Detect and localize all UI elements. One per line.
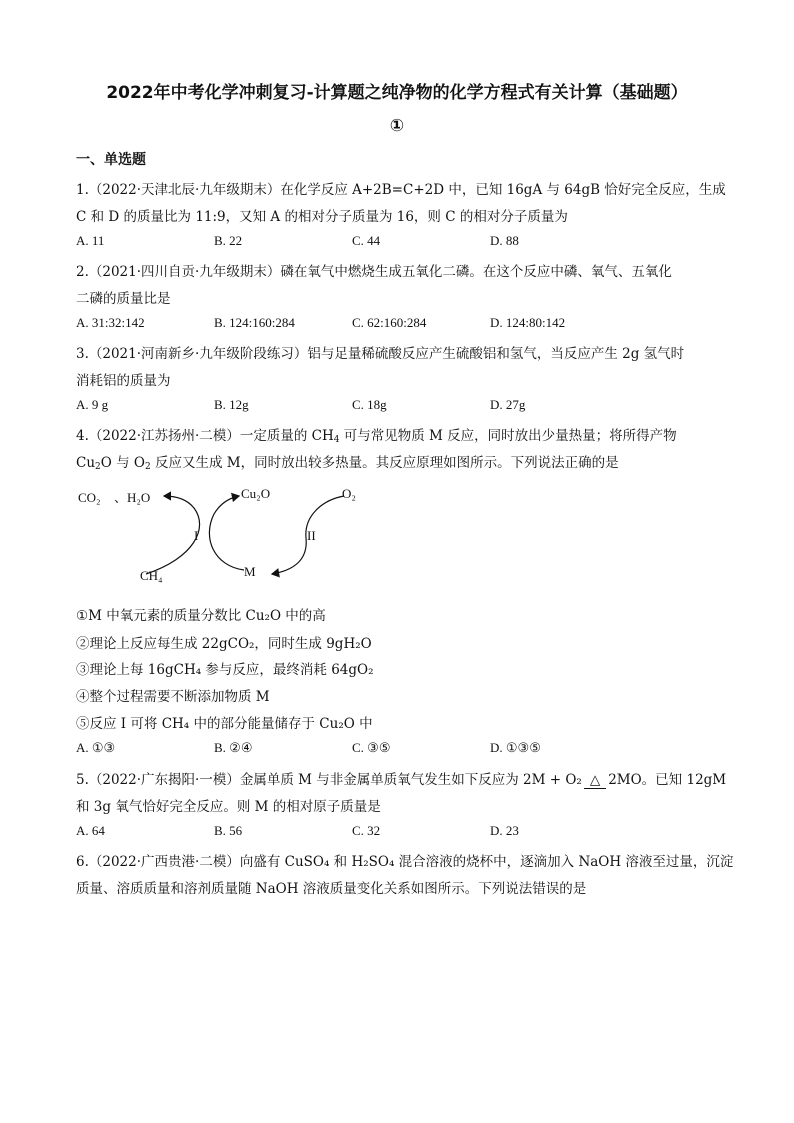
q1-option-d: D. 88 xyxy=(490,233,519,248)
page-title: 2022年中考化学冲刺复习-计算题之纯净物的化学方程式有关计算（基础题） xyxy=(106,83,688,103)
q1-option-a: A. 11 xyxy=(76,233,105,248)
q1-stem-line1: 1.（2022·天津北辰·九年级期末）在化学反应 A+2B=C+2D 中，已知 16gA 与 64gB 恰好完全反应，生成 xyxy=(76,182,726,198)
arrow-m-to-cu2o xyxy=(209,496,244,570)
q2-stem-line2: 二磷的质量比是 xyxy=(76,291,171,307)
q6-stem-line2: 质量、溶质质量和溶剂质量随 NaOH 溶液质量变化关系如图所示。下列说法错误的是 xyxy=(76,881,587,897)
q5-stem-line1 xyxy=(76,768,726,789)
q6-stem-line1: 6.（2022·广西贵港·二模）向盛有 CuSO₄ 和 H₂SO₄ 混合溶液的烧杯中，逐滴加入 NaOH 溶液至过量，沉淀 xyxy=(76,854,734,870)
reaction-cycle-diagram xyxy=(74,478,374,588)
q5-option-d: D. 23 xyxy=(490,823,519,838)
q3-option-c: C. 18g xyxy=(352,397,387,412)
label-co2: CO₂ xyxy=(78,490,101,505)
q4-stem-line2-sub1: 2 xyxy=(95,462,101,472)
q4-option-d: D. ①③⑤ xyxy=(490,740,541,755)
q4-stem-line1-a: 4.（2022·江苏扬州·二模）一定质量的 CH xyxy=(76,428,334,444)
q4-stem-line1-sub: 4 xyxy=(333,435,340,445)
label-reaction-i: I xyxy=(194,528,199,543)
q5-stem-line1-b: 2MO。已知 12gM xyxy=(608,772,727,788)
q2-option-d: D. 124:80:142 xyxy=(490,315,566,330)
q3-option-d: D. 27g xyxy=(490,397,526,412)
label-ch4: CH₄ xyxy=(140,568,163,583)
label-m: M xyxy=(244,564,256,579)
q4-statement-4: ④整个过程需要不断添加物质 M xyxy=(76,689,270,705)
q2-option-a: A. 31:32:142 xyxy=(76,315,145,330)
q5-option-a: A. 64 xyxy=(76,823,105,838)
q5-stem-line2: 和 3g 氧气恰好完全反应。则 M 的相对原子质量是 xyxy=(76,799,381,815)
q3-option-a: A. 9 g xyxy=(76,397,109,412)
q4-stem-line2 xyxy=(76,451,619,471)
q2-stem-line1: 2.（2021·四川自贡·九年级期末）磷在氧气中燃烧生成五氧化二磷。在这个反应中磷、氧气、五氧化 xyxy=(76,264,672,280)
q4-option-b: B. ②④ xyxy=(214,740,253,755)
q3-stem-line2: 消耗铝的质量为 xyxy=(76,373,171,389)
q3-stem-line1: 3.（2021·河南新乡·九年级阶段练习）铝与足量稀硫酸反应产生硫酸铝和氢气，当反应产生 2g 氢气时 xyxy=(76,346,685,362)
q4-stem-line2-a: Cu xyxy=(76,455,96,471)
q2-option-b: B. 124:160:284 xyxy=(214,315,295,330)
q4-option-c: C. ③⑤ xyxy=(352,740,391,755)
q3-option-b: B. 12g xyxy=(214,397,249,412)
label-reaction-ii: II xyxy=(307,528,316,543)
q1-option-c: C. 44 xyxy=(352,233,381,248)
label-cu2o: Cu₂O xyxy=(241,486,271,501)
q4-stem-line2-sub2: 2 xyxy=(144,462,151,472)
q4-stem-line2-c: O 与 O xyxy=(100,455,145,471)
arrow-ch4-to-products xyxy=(146,496,200,574)
label-o2: O₂ xyxy=(342,486,356,501)
q2-option-c: C. 62:160:284 xyxy=(352,315,427,330)
q4-statement-2: ②理论上反应每生成 22gCO₂，同时生成 9gH₂O xyxy=(76,636,372,652)
q1-stem-line2: C 和 D 的质量比为 11:9，又知 A 的相对分子质量为 16，则 C 的相对分子质量为 xyxy=(76,209,568,225)
q4-statement-5: ⑤反应 I 可将 CH₄ 中的部分能量储存于 Cu₂O 中 xyxy=(76,716,373,732)
q5-option-c: C. 32 xyxy=(352,823,381,838)
q1-option-b: B. 22 xyxy=(214,233,243,248)
q4-stem-line2-e: 反应又生成 M，同时放出较多热量。其反应原理如图所示。下列说法正确的是 xyxy=(150,455,619,471)
label-h2o: 、H₂O xyxy=(114,490,151,505)
section-heading: 一、单选题 xyxy=(76,152,146,168)
q4-statement-1: ①M 中氧元素的质量分数比 Cu₂O 中的高 xyxy=(76,608,326,624)
q4-stem-line1-c: 可与常见物质 M 反应，同时放出少量热量；将所得产物 xyxy=(339,428,677,444)
page-title-suffix: ① xyxy=(389,116,405,136)
q5-stem-line1-a: 5.（2022·广东揭阳·一模）金属单质 M 与非金属单质氧气发生如下反应为 2M + O₂ xyxy=(76,772,582,788)
q4-statement-3: ③理论上每 16gCH₄ 参与反应，最终消耗 64gO₂ xyxy=(76,662,374,678)
q4-stem-line1 xyxy=(76,424,677,444)
q5-option-b: B. 56 xyxy=(214,823,243,838)
q4-option-a: A. ①③ xyxy=(76,740,116,755)
q5-heat-symbol: △ xyxy=(584,772,606,789)
